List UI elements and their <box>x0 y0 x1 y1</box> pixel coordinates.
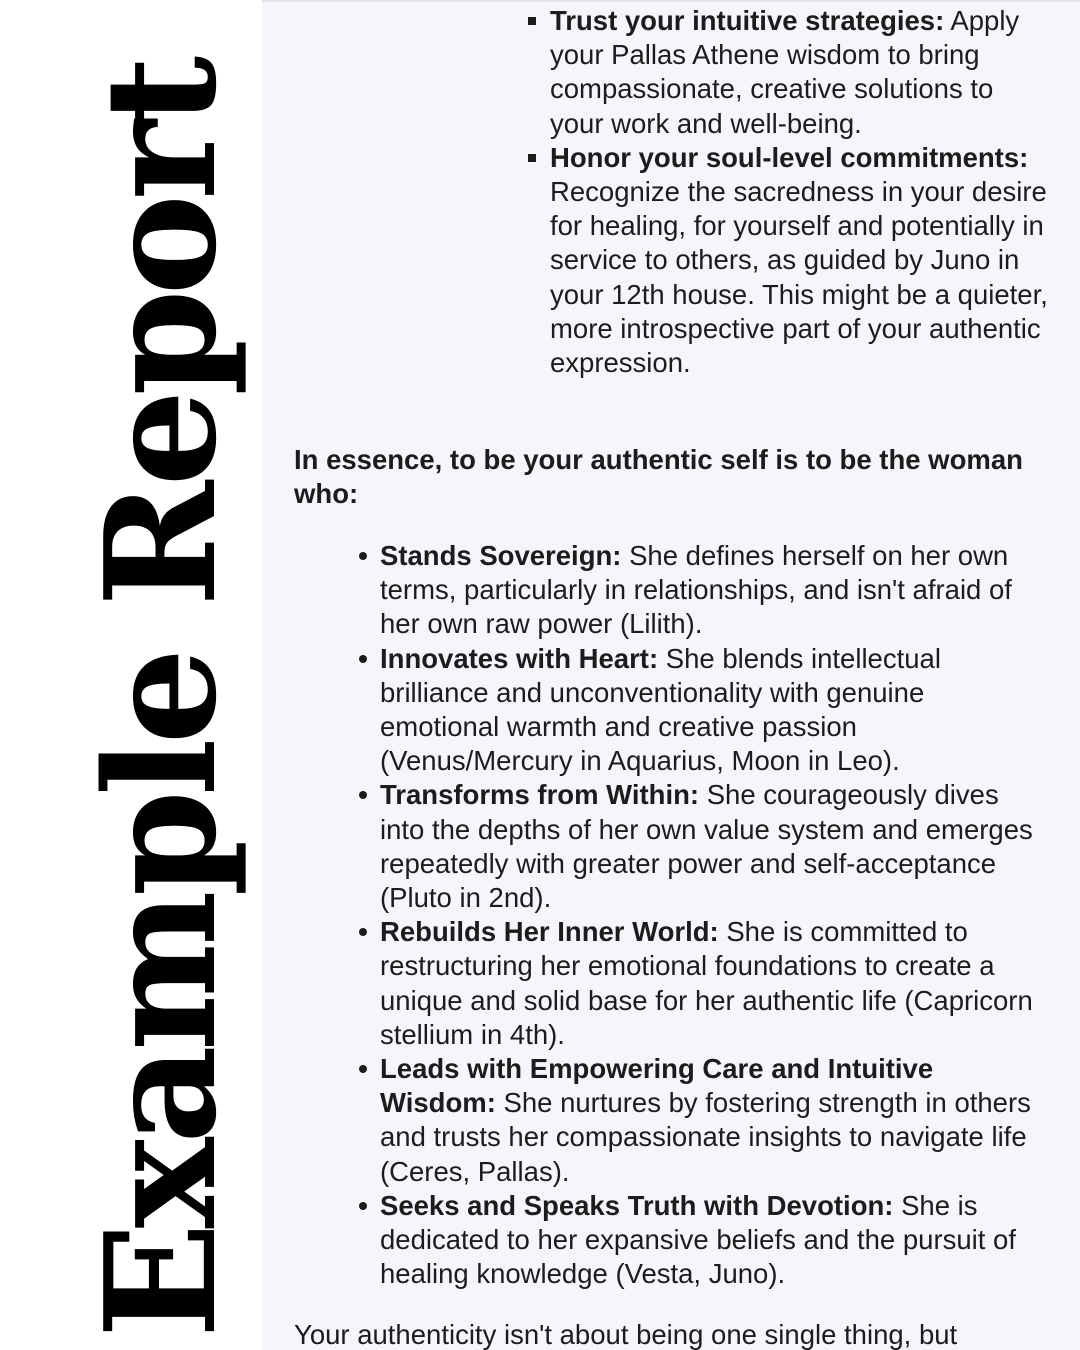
essence-heading: In essence, to be your authentic self is to be the woman who: <box>294 444 1023 510</box>
square-bullet-icon <box>528 154 536 162</box>
trait-item <box>357 915 1047 1052</box>
list-item <box>528 141 1048 380</box>
trait-item <box>357 539 1047 642</box>
square-bullet-icon <box>528 17 536 25</box>
trait-body: She courageously dives into the depths of her own value system and emerges repeatedly with greater power and self-acceptance (Pluto in 2nd). <box>380 779 1033 914</box>
trait-body: She blends intellectual brilliance and unconventionality with genuine emotional warmth and creative passion (Venus/Mercury in Aquarius, Moon in Leo). <box>380 642 941 777</box>
trait-item <box>357 778 1047 915</box>
trait-body: She nurtures by fostering strength in others and trusts her compassionate insights to navigate life (Ceres, Pallas). <box>380 1087 1031 1187</box>
trait-body: She defines herself on her own terms, particularly in relationships, and isn't afraid of her own raw power (Lilith). <box>380 540 1012 640</box>
trait-title: Rebuilds Her Inner World: <box>380 916 719 948</box>
list-item-body: Recognize the sacredness in your desire for healing, for yourself and potentially in service to others, as guided by Juno in your 12th house. This might be a quieter, more introspective part of your authentic expression. <box>550 176 1048 379</box>
trait-title: Seeks and Speaks Truth with Devotion: <box>380 1189 894 1221</box>
list-item <box>528 4 1048 141</box>
trait-title: Innovates with Heart: <box>380 642 659 674</box>
dot-bullet-icon <box>359 791 367 799</box>
trait-item <box>357 642 1047 779</box>
trait-title: Leads with Empowering Care and Intuitive Wisdom: <box>380 1053 934 1119</box>
report-content-panel <box>262 0 1080 1350</box>
square-bullet-list <box>528 4 1048 380</box>
list-item-title: Trust your intuitive strategies: <box>550 5 945 36</box>
side-title-area <box>0 0 262 1350</box>
trait-body: She is dedicated to her expansive beliefs and the pursuit of healing knowledge (Vesta, Juno). <box>380 1189 1016 1290</box>
dot-bullet-icon <box>359 655 367 663</box>
trait-title: Stands Sovereign: <box>380 540 622 571</box>
list-item-body: Apply your Pallas Athene wisdom to bring compassionate, creative solutions to your work and well-being. <box>550 5 1020 139</box>
dot-bullet-icon <box>359 1202 367 1210</box>
list-item-title: Honor your soul-level commitments: <box>550 141 1029 173</box>
trait-item <box>357 1189 1047 1292</box>
trait-title: Transforms from Within: <box>380 779 700 811</box>
dot-bullet-icon <box>359 928 367 936</box>
traits-list <box>357 539 1047 1291</box>
trait-body: She is committed to restructuring her emotional foundations to create a unique and solid base for her authentic life (Capricorn stellium in 4th). <box>380 916 1033 1050</box>
dot-bullet-icon <box>359 552 367 560</box>
closing-paragraph: Your authenticity isn't about being one single thing, but <box>294 1319 958 1350</box>
dot-bullet-icon <box>359 1065 367 1073</box>
trait-item <box>357 1052 1047 1189</box>
report-title: Example Report <box>71 61 250 1339</box>
